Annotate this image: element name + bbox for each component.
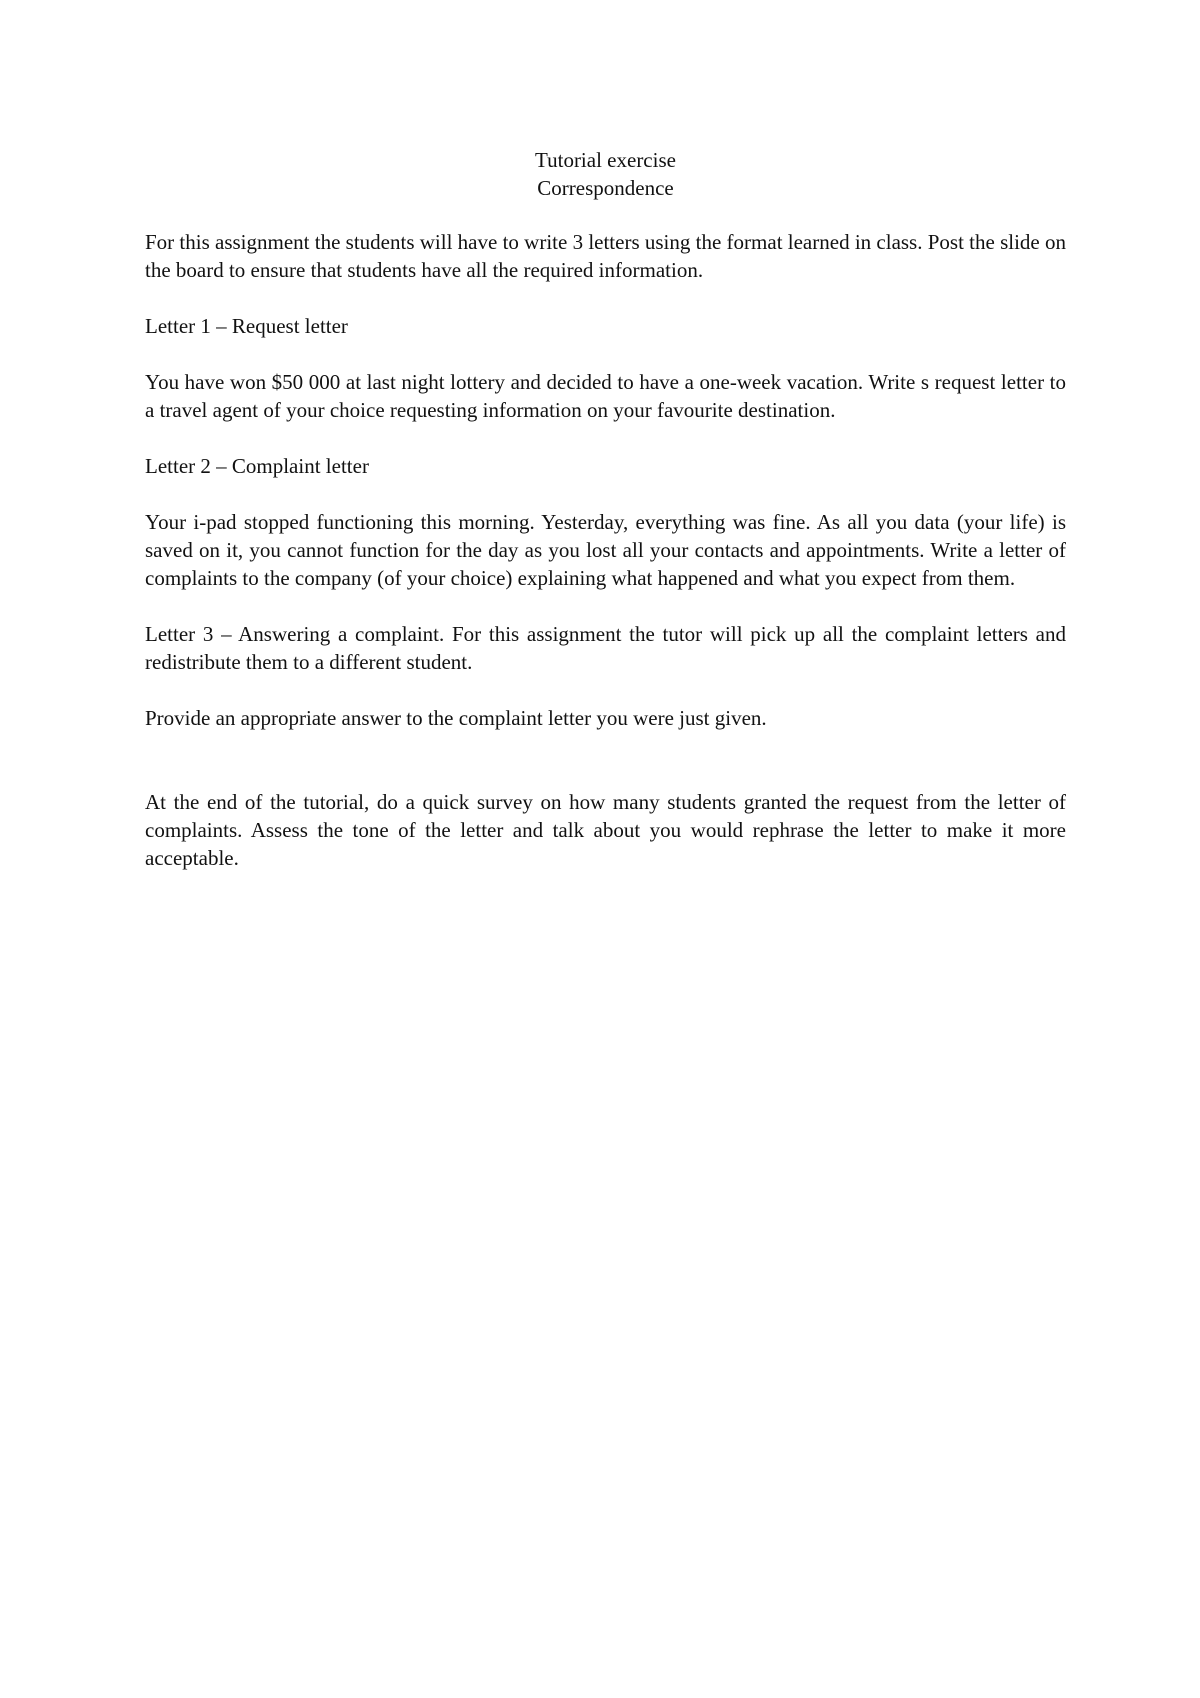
letter2-body: Your i-pad stopped functioning this morning. Yesterday, everything was fine. As all you data (your life) is saved on it, you cannot function for the day as you lost all your contacts and appointments. Write a letter of complaints to the company (of your choice) explaining what happened and what you expect from them. [145,510,1066,590]
intro-paragraph: For this assignment the students will have to write 3 letters using the format learned in class. Post the slide on the board to ensure that students have all the required information. [145,230,1066,282]
document-title: Tutorial exercise [535,148,676,172]
letter1-body: You have won $50 000 at last night lottery and decided to have a one-week vacation. Write s request letter to a travel agent of your choice requesting information on your favourite destination. [145,370,1066,422]
document-body [145,146,1066,900]
document-subtitle: Correspondence [537,176,674,200]
letter1-heading: Letter 1 – Request letter [145,314,348,338]
closing-paragraph: At the end of the tutorial, do a quick survey on how many students granted the request from the letter of complaints. Assess the tone of the letter and talk about you would rephrase the letter to make it more acceptable. [145,790,1066,870]
letter3-paragraph: Letter 3 – Answering a complaint. For this assignment the tutor will pick up all the complaint letters and redistribute them to a different student. [145,622,1066,674]
title-block [145,146,1066,202]
letter3-instruction: Provide an appropriate answer to the complaint letter you were just given. [145,706,767,730]
letter2-heading: Letter 2 – Complaint letter [145,454,369,478]
